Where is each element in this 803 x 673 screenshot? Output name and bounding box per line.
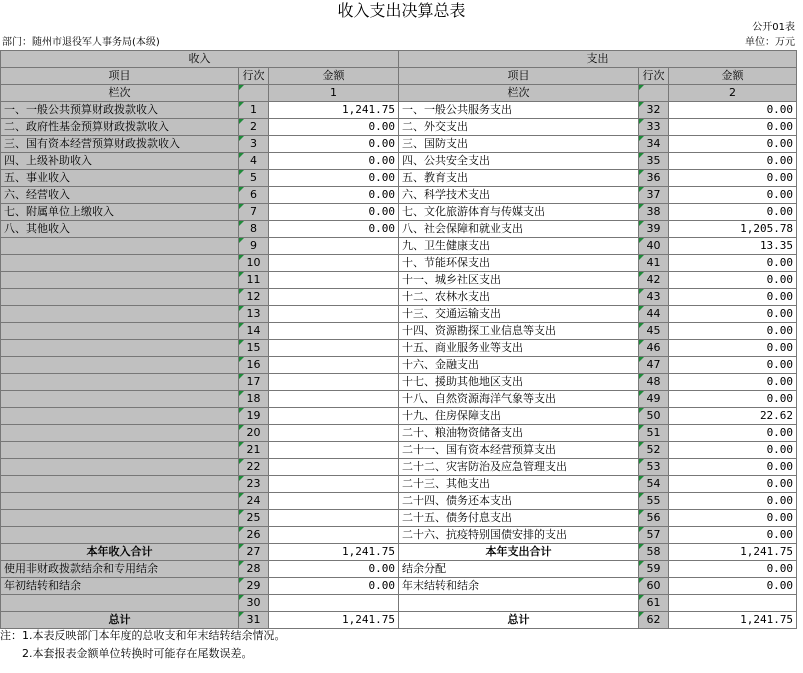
expense-row-header: 行次 [639, 68, 669, 85]
table-row [1, 442, 797, 459]
expense-amount: 0.00 [669, 510, 797, 527]
expense-amount: 0.00 [669, 272, 797, 289]
expense-item: 年末结转和结余 [399, 578, 639, 595]
expense-item: 十五、商业服务业等支出 [399, 340, 639, 357]
table-row [1, 493, 797, 510]
income-row-number: 31 [239, 612, 269, 629]
income-row-header: 行次 [239, 68, 269, 85]
expense-amount [669, 595, 797, 612]
expense-amount: 0.00 [669, 561, 797, 578]
income-amount: 0.00 [269, 153, 399, 170]
table-row [1, 255, 797, 272]
expense-column-number: 2 [669, 85, 797, 102]
expense-item: 十三、交通运输支出 [399, 306, 639, 323]
expense-item: 四、公共安全支出 [399, 153, 639, 170]
expense-amount: 0.00 [669, 289, 797, 306]
income-item: 五、事业收入 [1, 170, 239, 187]
table-row [1, 221, 797, 238]
expense-row-number: 37 [639, 187, 669, 204]
income-amount [269, 323, 399, 340]
income-row-number: 3 [239, 136, 269, 153]
income-item [1, 391, 239, 408]
expense-amount: 0.00 [669, 374, 797, 391]
income-column-label: 栏次 [1, 85, 239, 102]
expense-item: 七、文化旅游体育与传媒支出 [399, 204, 639, 221]
income-item [1, 357, 239, 374]
notes [0, 627, 286, 663]
expense-row-number: 48 [639, 374, 669, 391]
income-amount: 1,241.75 [269, 612, 399, 629]
income-row-number: 20 [239, 425, 269, 442]
table-row [1, 595, 797, 612]
income-row-number: 28 [239, 561, 269, 578]
income-item [1, 476, 239, 493]
expense-amount: 0.00 [669, 323, 797, 340]
income-item [1, 272, 239, 289]
expense-row-number: 34 [639, 136, 669, 153]
income-item: 总计 [1, 612, 239, 629]
summary-table [0, 50, 797, 629]
expense-row-number: 55 [639, 493, 669, 510]
income-item: 六、经营收入 [1, 187, 239, 204]
income-item [1, 340, 239, 357]
expense-amount: 1,241.75 [669, 612, 797, 629]
expense-row-number: 56 [639, 510, 669, 527]
expense-row-number: 40 [639, 238, 669, 255]
expense-column-label: 栏次 [399, 85, 639, 102]
expense-item: 十二、农林水支出 [399, 289, 639, 306]
income-amount [269, 391, 399, 408]
income-item [1, 527, 239, 544]
income-row-number: 24 [239, 493, 269, 510]
income-row-number: 27 [239, 544, 269, 561]
expense-row-number: 33 [639, 119, 669, 136]
expense-item: 五、教育支出 [399, 170, 639, 187]
expense-item: 二十、粮油物资储备支出 [399, 425, 639, 442]
income-amount [269, 425, 399, 442]
expense-amount: 0.00 [669, 340, 797, 357]
income-row-number: 8 [239, 221, 269, 238]
expense-row-number: 54 [639, 476, 669, 493]
income-item [1, 255, 239, 272]
income-item [1, 374, 239, 391]
income-row-number: 19 [239, 408, 269, 425]
expense-row-number: 53 [639, 459, 669, 476]
expense-amount: 0.00 [669, 425, 797, 442]
income-item: 二、政府性基金预算财政拨款收入 [1, 119, 239, 136]
expense-row-number: 60 [639, 578, 669, 595]
table-row [1, 119, 797, 136]
income-item-header: 项目 [1, 68, 239, 85]
income-item [1, 306, 239, 323]
income-item [1, 289, 239, 306]
expense-item: 八、社会保障和就业支出 [399, 221, 639, 238]
income-row-number: 9 [239, 238, 269, 255]
expense-amount: 0.00 [669, 204, 797, 221]
income-row-number: 17 [239, 374, 269, 391]
table-row [1, 357, 797, 374]
form-number: 公开01表 [752, 22, 795, 33]
table-row [1, 340, 797, 357]
expense-row-number: 59 [639, 561, 669, 578]
table-row [1, 391, 797, 408]
income-row-number: 30 [239, 595, 269, 612]
income-item [1, 425, 239, 442]
expense-item: 十七、援助其他地区支出 [399, 374, 639, 391]
income-row-number: 22 [239, 459, 269, 476]
income-item [1, 238, 239, 255]
expense-item: 十六、金融支出 [399, 357, 639, 374]
income-amount: 0.00 [269, 187, 399, 204]
income-amount [269, 408, 399, 425]
income-row-number: 6 [239, 187, 269, 204]
income-amount [269, 476, 399, 493]
unit-label: 单位：万元 [745, 37, 795, 48]
expense-section-header: 支出 [399, 51, 797, 68]
income-amount: 0.00 [269, 119, 399, 136]
expense-item: 二十四、债务还本支出 [399, 493, 639, 510]
expense-amount: 0.00 [669, 357, 797, 374]
income-amount [269, 374, 399, 391]
expense-item: 一、一般公共服务支出 [399, 102, 639, 119]
expense-row-number: 47 [639, 357, 669, 374]
income-item [1, 459, 239, 476]
expense-amount: 0.00 [669, 119, 797, 136]
income-row-number: 18 [239, 391, 269, 408]
expense-item: 本年支出合计 [399, 544, 639, 561]
income-amount: 1,241.75 [269, 102, 399, 119]
page-title: 收入支出决算总表 [337, 1, 466, 20]
income-item [1, 323, 239, 340]
income-amount [269, 510, 399, 527]
income-item: 四、上级补助收入 [1, 153, 239, 170]
income-row-number: 12 [239, 289, 269, 306]
income-column-number: 1 [269, 85, 399, 102]
income-amount [269, 272, 399, 289]
income-item: 三、国有资本经营预算财政拨款收入 [1, 136, 239, 153]
income-amount [269, 442, 399, 459]
income-amount [269, 493, 399, 510]
expense-item: 二十三、其他支出 [399, 476, 639, 493]
table-row [1, 544, 797, 561]
income-section-header: 收入 [1, 51, 399, 68]
expense-item: 十四、资源勘探工业信息等支出 [399, 323, 639, 340]
income-row-number: 11 [239, 272, 269, 289]
income-row-number: 14 [239, 323, 269, 340]
income-amount [269, 459, 399, 476]
expense-item: 二十二、灾害防治及应急管理支出 [399, 459, 639, 476]
expense-row-number: 32 [639, 102, 669, 119]
table-row [1, 408, 797, 425]
income-amount [269, 340, 399, 357]
expense-amount: 0.00 [669, 442, 797, 459]
income-row-number: 25 [239, 510, 269, 527]
table-row [1, 153, 797, 170]
expense-row-number: 49 [639, 391, 669, 408]
expense-item: 二十六、抗疫特别国债安排的支出 [399, 527, 639, 544]
expense-amount: 0.00 [669, 153, 797, 170]
expense-item: 十一、城乡社区支出 [399, 272, 639, 289]
expense-row-number: 46 [639, 340, 669, 357]
table-row [1, 578, 797, 595]
table-row [1, 204, 797, 221]
expense-item: 三、国防支出 [399, 136, 639, 153]
expense-amount: 1,205.78 [669, 221, 797, 238]
department-label: 部门：随州市退役军人事务局(本级) [2, 37, 160, 48]
table-row [1, 476, 797, 493]
expense-amount: 0.00 [669, 493, 797, 510]
table-row [1, 289, 797, 306]
table-row [1, 374, 797, 391]
income-amount [269, 255, 399, 272]
expense-item: 十九、住房保障支出 [399, 408, 639, 425]
income-row-number: 23 [239, 476, 269, 493]
expense-row-number: 50 [639, 408, 669, 425]
expense-row-number: 42 [639, 272, 669, 289]
income-row-number: 15 [239, 340, 269, 357]
income-amount [269, 238, 399, 255]
income-row-number: 26 [239, 527, 269, 544]
expense-amount: 0.00 [669, 391, 797, 408]
income-row-number: 21 [239, 442, 269, 459]
note-1: 注：1.本表反映部门本年度的总收支和年末结转结余情况。 [0, 629, 286, 642]
income-amount [269, 289, 399, 306]
table-row [1, 510, 797, 527]
income-amount [269, 306, 399, 323]
expense-row-number: 61 [639, 595, 669, 612]
income-item: 年初结转和结余 [1, 578, 239, 595]
expense-row-number: 38 [639, 204, 669, 221]
expense-item [399, 595, 639, 612]
income-row-number: 5 [239, 170, 269, 187]
income-column-blank [239, 85, 269, 102]
income-item: 七、附属单位上缴收入 [1, 204, 239, 221]
table-row [1, 459, 797, 476]
income-row-number: 4 [239, 153, 269, 170]
expense-column-blank [639, 85, 669, 102]
income-item [1, 408, 239, 425]
table-row [1, 527, 797, 544]
income-row-number: 2 [239, 119, 269, 136]
expense-item: 二十五、债务付息支出 [399, 510, 639, 527]
table-row [1, 170, 797, 187]
table-row [1, 306, 797, 323]
expense-row-number: 58 [639, 544, 669, 561]
expense-amount: 0.00 [669, 170, 797, 187]
expense-item: 二、外交支出 [399, 119, 639, 136]
table-row [1, 323, 797, 340]
expense-row-number: 41 [639, 255, 669, 272]
table-row [1, 187, 797, 204]
income-amount: 1,241.75 [269, 544, 399, 561]
expense-amount: 1,241.75 [669, 544, 797, 561]
expense-row-number: 44 [639, 306, 669, 323]
income-item [1, 442, 239, 459]
expense-amount: 0.00 [669, 306, 797, 323]
income-item [1, 493, 239, 510]
expense-amount: 0.00 [669, 136, 797, 153]
expense-row-number: 57 [639, 527, 669, 544]
expense-row-number: 35 [639, 153, 669, 170]
income-row-number: 16 [239, 357, 269, 374]
expense-row-number: 51 [639, 425, 669, 442]
expense-amount-header: 金额 [669, 68, 797, 85]
expense-row-number: 36 [639, 170, 669, 187]
expense-row-number: 52 [639, 442, 669, 459]
income-amount: 0.00 [269, 221, 399, 238]
income-item: 一、一般公共预算财政拨款收入 [1, 102, 239, 119]
table-row [1, 272, 797, 289]
expense-amount: 0.00 [669, 578, 797, 595]
income-item [1, 595, 239, 612]
expense-item: 六、科学技术支出 [399, 187, 639, 204]
income-item: 使用非财政拨款结余和专用结余 [1, 561, 239, 578]
income-amount: 0.00 [269, 578, 399, 595]
expense-amount: 0.00 [669, 255, 797, 272]
expense-row-number: 62 [639, 612, 669, 629]
table-row [1, 425, 797, 442]
expense-amount: 22.62 [669, 408, 797, 425]
expense-item: 总计 [399, 612, 639, 629]
income-amount: 0.00 [269, 170, 399, 187]
income-amount: 0.00 [269, 136, 399, 153]
expense-row-number: 45 [639, 323, 669, 340]
income-amount-header: 金额 [269, 68, 399, 85]
income-row-number: 29 [239, 578, 269, 595]
income-item: 八、其他收入 [1, 221, 239, 238]
expense-row-number: 39 [639, 221, 669, 238]
expense-amount: 0.00 [669, 102, 797, 119]
expense-item: 十八、自然资源海洋气象等支出 [399, 391, 639, 408]
expense-row-number: 43 [639, 289, 669, 306]
table-row [1, 561, 797, 578]
expense-item: 九、卫生健康支出 [399, 238, 639, 255]
expense-amount: 0.00 [669, 527, 797, 544]
expense-item-header: 项目 [399, 68, 639, 85]
expense-amount: 0.00 [669, 459, 797, 476]
income-item: 本年收入合计 [1, 544, 239, 561]
expense-item: 结余分配 [399, 561, 639, 578]
income-amount: 0.00 [269, 561, 399, 578]
income-item [1, 510, 239, 527]
expense-item: 二十一、国有资本经营预算支出 [399, 442, 639, 459]
income-amount [269, 527, 399, 544]
expense-amount: 0.00 [669, 476, 797, 493]
table-row [1, 612, 797, 629]
income-row-number: 10 [239, 255, 269, 272]
expense-amount: 0.00 [669, 187, 797, 204]
income-amount [269, 595, 399, 612]
table-row [1, 136, 797, 153]
expense-amount: 13.35 [669, 238, 797, 255]
expense-item: 十、节能环保支出 [399, 255, 639, 272]
income-row-number: 13 [239, 306, 269, 323]
income-row-number: 7 [239, 204, 269, 221]
income-amount [269, 357, 399, 374]
income-row-number: 1 [239, 102, 269, 119]
table-row [1, 102, 797, 119]
income-amount: 0.00 [269, 204, 399, 221]
note-2: 2.本套报表金额单位转换时可能存在尾数误差。 [22, 647, 253, 660]
table-row [1, 238, 797, 255]
